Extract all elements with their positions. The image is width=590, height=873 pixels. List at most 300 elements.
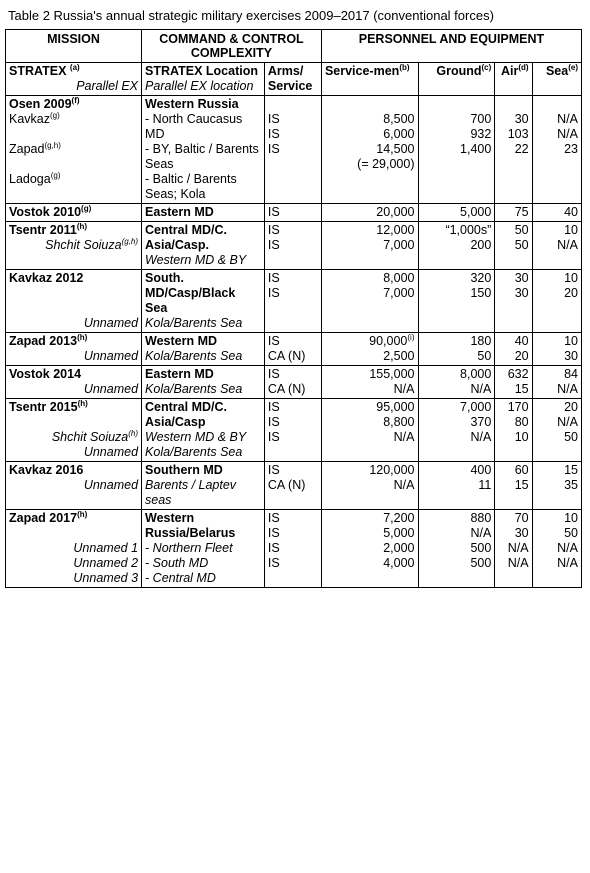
sea-text: 30 xyxy=(564,349,578,363)
mission-cell xyxy=(6,270,142,333)
mission-entry xyxy=(9,367,138,382)
ground-text: 200 xyxy=(470,238,492,252)
sea-value xyxy=(536,271,578,286)
air-text: 80 xyxy=(514,415,529,429)
mission-cell xyxy=(6,222,142,270)
ground-text: 500 xyxy=(470,541,492,555)
footnote-marker: (g) xyxy=(81,203,92,213)
command-header: COMMAND & CONTROL COMPLEXITY xyxy=(142,30,322,63)
sea-cell xyxy=(532,510,581,588)
air-text: 15 xyxy=(514,382,529,396)
table-row xyxy=(6,510,582,588)
command-cell xyxy=(142,510,265,588)
servicemen-cell xyxy=(321,204,418,222)
command-cell xyxy=(142,333,265,366)
ground-value xyxy=(422,541,492,556)
mission-name: Shchit Soiuza xyxy=(51,430,129,444)
sea-cell xyxy=(532,96,581,204)
ground-cell xyxy=(418,204,495,222)
servicemen-value xyxy=(325,97,415,112)
servicemen-cell xyxy=(321,366,418,399)
servicemen-value xyxy=(325,286,415,301)
footnote-marker: (f) xyxy=(71,95,80,105)
sea-cell xyxy=(532,333,581,366)
servicemen-cell xyxy=(321,222,418,270)
location-entry: Barents / Laptev seas xyxy=(145,478,237,507)
ground-value xyxy=(422,112,492,127)
sea-value xyxy=(536,334,578,349)
servicemen-value xyxy=(325,349,415,364)
mission-entry xyxy=(9,556,138,571)
sea-value xyxy=(536,415,578,430)
mission-name: Shchit Soiuza xyxy=(45,238,122,252)
sea-value xyxy=(536,478,578,493)
servicemen-value xyxy=(325,511,415,526)
location-entry: Western Russia xyxy=(145,97,239,111)
location-entry: Western MD & BY xyxy=(145,430,247,444)
arms-cell xyxy=(264,333,321,366)
arms-text: IS xyxy=(267,334,280,348)
mission-name: Kavkaz xyxy=(9,112,50,126)
air-text: 170 xyxy=(507,400,529,414)
ground-text: 1,400 xyxy=(460,142,492,156)
servicemen-value xyxy=(325,142,415,157)
mission-entry xyxy=(9,112,138,127)
location-entry: Western MD & BY xyxy=(145,253,247,267)
arms-text: IS xyxy=(267,205,280,219)
arms-value xyxy=(268,334,318,349)
table-row xyxy=(6,222,582,270)
servicemen-text: 7,000 xyxy=(383,238,415,252)
ground-text: 932 xyxy=(470,127,492,141)
sea-value xyxy=(536,112,578,127)
table-caption: Table 2 Russia's annual strategic military exercises 2009–2017 (conventional forces) xyxy=(8,8,494,23)
ground-cell xyxy=(418,333,495,366)
ground-value xyxy=(422,400,492,415)
air-cell xyxy=(495,96,532,204)
air-cell xyxy=(495,399,532,462)
mission-name: Vostok 2014 xyxy=(9,367,82,381)
servicemen-text: 5,000 xyxy=(383,526,415,540)
air-text: N/A xyxy=(507,556,529,570)
ground-value xyxy=(422,526,492,541)
servicemen-value xyxy=(325,112,415,127)
mission-entry xyxy=(9,238,138,253)
air-value xyxy=(498,238,528,253)
sea-value xyxy=(536,127,578,142)
arms-value xyxy=(268,238,318,253)
air-value xyxy=(498,349,528,364)
air-cell xyxy=(495,270,532,333)
ground-value xyxy=(422,556,492,571)
servicemen-text: 7,000 xyxy=(383,286,415,300)
servicemen-value xyxy=(325,127,415,142)
air-value xyxy=(498,367,528,382)
sea-value xyxy=(536,541,578,556)
mission-entry xyxy=(9,526,138,541)
arms-value xyxy=(268,205,318,220)
sea-text: 10 xyxy=(564,511,578,525)
sea-cell xyxy=(532,399,581,462)
air-text: 50 xyxy=(514,238,529,252)
sea-value xyxy=(536,142,578,157)
sea-cell xyxy=(532,462,581,510)
air-text: 22 xyxy=(514,142,529,156)
location-entry: Southern MD xyxy=(145,463,223,477)
air-value xyxy=(498,400,528,415)
footnote-marker: (h) xyxy=(77,332,88,342)
servicemen-text: 8,000 xyxy=(383,271,415,285)
air-value xyxy=(498,142,528,157)
servicemen-value xyxy=(325,541,415,556)
arms-text: IS xyxy=(267,511,280,525)
mission-entry xyxy=(9,349,138,364)
sea-value xyxy=(536,367,578,382)
servicemen-text: 2,000 xyxy=(383,541,415,555)
mission-entry xyxy=(9,301,138,316)
arms-value xyxy=(268,541,318,556)
servicemen-text: 4,000 xyxy=(383,556,415,570)
footnote-marker: (h) xyxy=(77,509,88,519)
sea-text: 10 xyxy=(564,334,578,348)
servicemen-text: 2,500 xyxy=(383,349,415,363)
servicemen-cell xyxy=(321,462,418,510)
air-cell xyxy=(495,204,532,222)
sea-text: 40 xyxy=(564,205,578,219)
servicemen-text: N/A xyxy=(393,478,415,492)
sea-text: N/A xyxy=(557,238,578,252)
mission-name: Zapad xyxy=(9,142,45,156)
table-body xyxy=(6,63,582,588)
ground-text: 500 xyxy=(470,556,492,570)
sea-value xyxy=(536,430,578,445)
parallel-location-label: Parallel EX location xyxy=(145,79,254,93)
air-text: 40 xyxy=(514,334,529,348)
mission-name: Zapad 2017 xyxy=(9,511,78,525)
ground-value xyxy=(422,349,492,364)
mission-header: MISSION xyxy=(6,30,142,63)
mission-entry xyxy=(9,316,138,331)
servicemen-value xyxy=(325,223,415,238)
ground-text: 7,000 xyxy=(460,400,492,414)
arms-cell xyxy=(264,510,321,588)
arms-text: CA (N) xyxy=(267,478,306,492)
location-entry: - Northern Fleet xyxy=(145,541,233,555)
ground-value xyxy=(422,367,492,382)
exercises-table xyxy=(5,29,582,588)
mission-entry xyxy=(9,127,138,142)
sea-text: 35 xyxy=(564,478,578,492)
air-cell xyxy=(495,366,532,399)
arms-text: IS xyxy=(267,127,280,141)
location-entry: - Central MD xyxy=(145,571,216,585)
arms-value xyxy=(268,97,318,112)
ground-text: 50 xyxy=(477,349,492,363)
arms-value xyxy=(268,463,318,478)
air-value xyxy=(498,430,528,445)
arms-value xyxy=(268,430,318,445)
sea-cell xyxy=(532,204,581,222)
sea-text: 23 xyxy=(564,142,578,156)
arms-text: IS xyxy=(267,400,280,414)
air-text: 50 xyxy=(514,223,529,237)
servicemen-value xyxy=(325,526,415,541)
mission-name: Vostok 2010 xyxy=(9,205,82,219)
mission-name: Kavkaz 2016 xyxy=(9,463,84,477)
servicemen-text: N/A xyxy=(393,430,415,444)
air-text: 632 xyxy=(507,367,529,381)
ground-value xyxy=(422,238,492,253)
ground-cell xyxy=(418,96,495,204)
arms-value xyxy=(268,478,318,493)
sea-text: N/A xyxy=(557,112,578,126)
air-value xyxy=(498,223,528,238)
sea-subheader: Sea$^{(e)}$ xyxy=(532,63,581,96)
air-cell xyxy=(495,222,532,270)
footnote-marker: (g,h) xyxy=(44,140,61,150)
location-entry: - South MD xyxy=(145,556,209,570)
arms-text: IS xyxy=(267,142,280,156)
servicemen-text: 120,000 xyxy=(369,463,415,477)
servicemen-value xyxy=(325,271,415,286)
arms-value xyxy=(268,286,318,301)
ground-text: 8,000 xyxy=(460,367,492,381)
arms-text: CA (N) xyxy=(267,349,306,363)
mission-cell xyxy=(6,366,142,399)
servicemen-value xyxy=(325,205,415,220)
air-text: 60 xyxy=(514,463,529,477)
mission-name: Unnamed xyxy=(83,445,139,459)
air-value xyxy=(498,286,528,301)
servicemen-value xyxy=(325,334,415,349)
sea-cell xyxy=(532,222,581,270)
location-entry: Kola/Barents Sea xyxy=(145,316,243,330)
air-value xyxy=(498,97,528,112)
sea-value xyxy=(536,238,578,253)
mission-name: Kavkaz 2012 xyxy=(9,271,84,285)
sea-value xyxy=(536,205,578,220)
air-subheader: Air$^{(d)}$ xyxy=(495,63,532,96)
footnote-marker: (g,h) xyxy=(121,236,139,246)
air-value xyxy=(498,556,528,571)
ground-value xyxy=(422,478,492,493)
ground-cell xyxy=(418,510,495,588)
arms-value xyxy=(268,349,318,364)
arms-cell xyxy=(264,204,321,222)
mission-name: Unnamed 3 xyxy=(73,571,139,585)
sea-text: N/A xyxy=(557,556,578,570)
air-value xyxy=(498,127,528,142)
servicemen-text: 6,000 xyxy=(383,127,415,141)
mission-entry xyxy=(9,142,138,157)
mission-name: Unnamed 2 xyxy=(73,556,139,570)
arms-text: IS xyxy=(267,415,280,429)
ground-text: 180 xyxy=(470,334,492,348)
sea-text: N/A xyxy=(557,415,578,429)
arms-cell xyxy=(264,399,321,462)
servicemen-value xyxy=(325,415,415,430)
sea-text: 15 xyxy=(564,463,578,477)
mission-cell xyxy=(6,333,142,366)
command-cell xyxy=(142,462,265,510)
command-cell xyxy=(142,366,265,399)
servicemen-text: (= 29,000) xyxy=(357,157,415,171)
arms-text: IS xyxy=(267,430,280,444)
mission-entry xyxy=(9,157,138,172)
table-row xyxy=(6,204,582,222)
mission-name: Unnamed xyxy=(83,478,139,492)
ground-value xyxy=(422,463,492,478)
location-entry: Central MD/C. Asia/Casp xyxy=(145,400,227,429)
sea-text: 50 xyxy=(564,526,578,540)
air-text: 15 xyxy=(514,478,529,492)
sea-text: 20 xyxy=(564,400,578,414)
mission-entry xyxy=(9,511,138,526)
air-text: 20 xyxy=(514,349,529,363)
servicemen-value xyxy=(325,367,415,382)
ground-text: “1,000s” xyxy=(445,223,492,237)
arms-text: IS xyxy=(267,271,280,285)
mission-entry xyxy=(9,541,138,556)
footnote-marker: (h) xyxy=(77,398,88,408)
location-entry: Eastern MD xyxy=(145,367,214,381)
servicemen-cell xyxy=(321,510,418,588)
arms-subheader: Arms/ Service xyxy=(264,63,321,96)
command-cell xyxy=(142,399,265,462)
air-text: 70 xyxy=(514,511,529,525)
arms-text: CA (N) xyxy=(267,382,306,396)
ground-value xyxy=(422,205,492,220)
air-value xyxy=(498,463,528,478)
table-row xyxy=(6,366,582,399)
servicemen-text: 155,000 xyxy=(369,367,415,381)
arms-value xyxy=(268,112,318,127)
mission-cell xyxy=(6,510,142,588)
sea-value xyxy=(536,463,578,478)
mission-entry xyxy=(9,571,138,586)
sea-text: N/A xyxy=(557,541,578,555)
ground-value xyxy=(422,286,492,301)
arms-text: IS xyxy=(267,463,280,477)
sea-text: 10 xyxy=(564,271,578,285)
ground-text: 370 xyxy=(470,415,492,429)
air-text: 103 xyxy=(507,127,529,141)
ground-value xyxy=(422,334,492,349)
mission-cell xyxy=(6,96,142,204)
arms-text: IS xyxy=(267,223,280,237)
arms-cell xyxy=(264,270,321,333)
command-subheader xyxy=(142,63,265,96)
table-row xyxy=(6,462,582,510)
ground-value xyxy=(422,142,492,157)
arms-cell xyxy=(264,366,321,399)
personnel-header: PERSONNEL AND EQUIPMENT xyxy=(321,30,581,63)
location-entry: Central MD/C. Asia/Casp. xyxy=(145,223,227,252)
command-cell xyxy=(142,96,265,204)
ground-value xyxy=(422,415,492,430)
subheader-row xyxy=(6,63,582,96)
footnote-marker: (h) xyxy=(76,221,88,231)
air-text: 30 xyxy=(514,271,529,285)
arms-text: IS xyxy=(267,541,280,555)
mission-name: Ladoga xyxy=(9,172,51,186)
servicemen-subheader: Service-men$^{(b)}$ xyxy=(321,63,418,96)
ground-text: N/A xyxy=(470,526,492,540)
air-text: N/A xyxy=(507,541,529,555)
mission-entry xyxy=(9,415,138,430)
arms-value xyxy=(268,142,318,157)
stratex-location-label: STRATEX Location xyxy=(145,64,258,78)
arms-text: IS xyxy=(267,112,280,126)
stratex-label: STRATEX $^{(a)}$ xyxy=(9,62,80,78)
header-row xyxy=(6,30,582,63)
sea-text: 10 xyxy=(564,223,578,237)
arms-value xyxy=(268,400,318,415)
servicemen-value xyxy=(325,400,415,415)
ground-value xyxy=(422,127,492,142)
servicemen-value xyxy=(325,382,415,397)
sea-value xyxy=(536,400,578,415)
arms-value xyxy=(268,511,318,526)
ground-value xyxy=(422,271,492,286)
servicemen-value xyxy=(325,157,415,172)
sea-value xyxy=(536,223,578,238)
ground-subheader: Ground$^{(c)}$ xyxy=(418,63,495,96)
command-cell xyxy=(142,204,265,222)
ground-text: N/A xyxy=(470,382,492,396)
footnote-marker: (h) xyxy=(128,428,139,438)
location-entry: Western MD xyxy=(145,334,218,348)
mission-name: Unnamed xyxy=(83,316,139,330)
sea-value xyxy=(536,349,578,364)
mission-name: Osen 2009 xyxy=(9,97,72,111)
air-text: 30 xyxy=(514,112,529,126)
parallel-label: Parallel EX xyxy=(76,79,139,93)
sea-cell xyxy=(532,366,581,399)
ground-cell xyxy=(418,270,495,333)
arms-text: IS xyxy=(267,367,280,381)
air-text: 30 xyxy=(514,526,529,540)
servicemen-value xyxy=(325,238,415,253)
footnote-marker: (i) xyxy=(407,332,415,342)
mission-name: Tsentr 2011 xyxy=(9,223,77,237)
ground-value xyxy=(422,511,492,526)
sea-value xyxy=(536,526,578,541)
arms-text: IS xyxy=(267,556,280,570)
mission-entry xyxy=(9,430,138,445)
air-value xyxy=(498,271,528,286)
command-cell xyxy=(142,270,265,333)
table-row xyxy=(6,399,582,462)
arms-value xyxy=(268,526,318,541)
mission-entry xyxy=(9,478,138,493)
location-entry: - North Caucasus MD xyxy=(145,112,243,141)
air-text: 10 xyxy=(514,430,529,444)
servicemen-cell xyxy=(321,333,418,366)
air-value xyxy=(498,205,528,220)
air-value xyxy=(498,415,528,430)
servicemen-cell xyxy=(321,96,418,204)
arms-value xyxy=(268,127,318,142)
ground-cell xyxy=(418,366,495,399)
arms-text: IS xyxy=(267,238,280,252)
ground-text: 700 xyxy=(470,112,492,126)
location-entry: Eastern MD xyxy=(145,205,214,219)
arms-value xyxy=(268,382,318,397)
ground-text: 150 xyxy=(470,286,492,300)
arms-text: IS xyxy=(267,526,280,540)
arms-cell xyxy=(264,222,321,270)
